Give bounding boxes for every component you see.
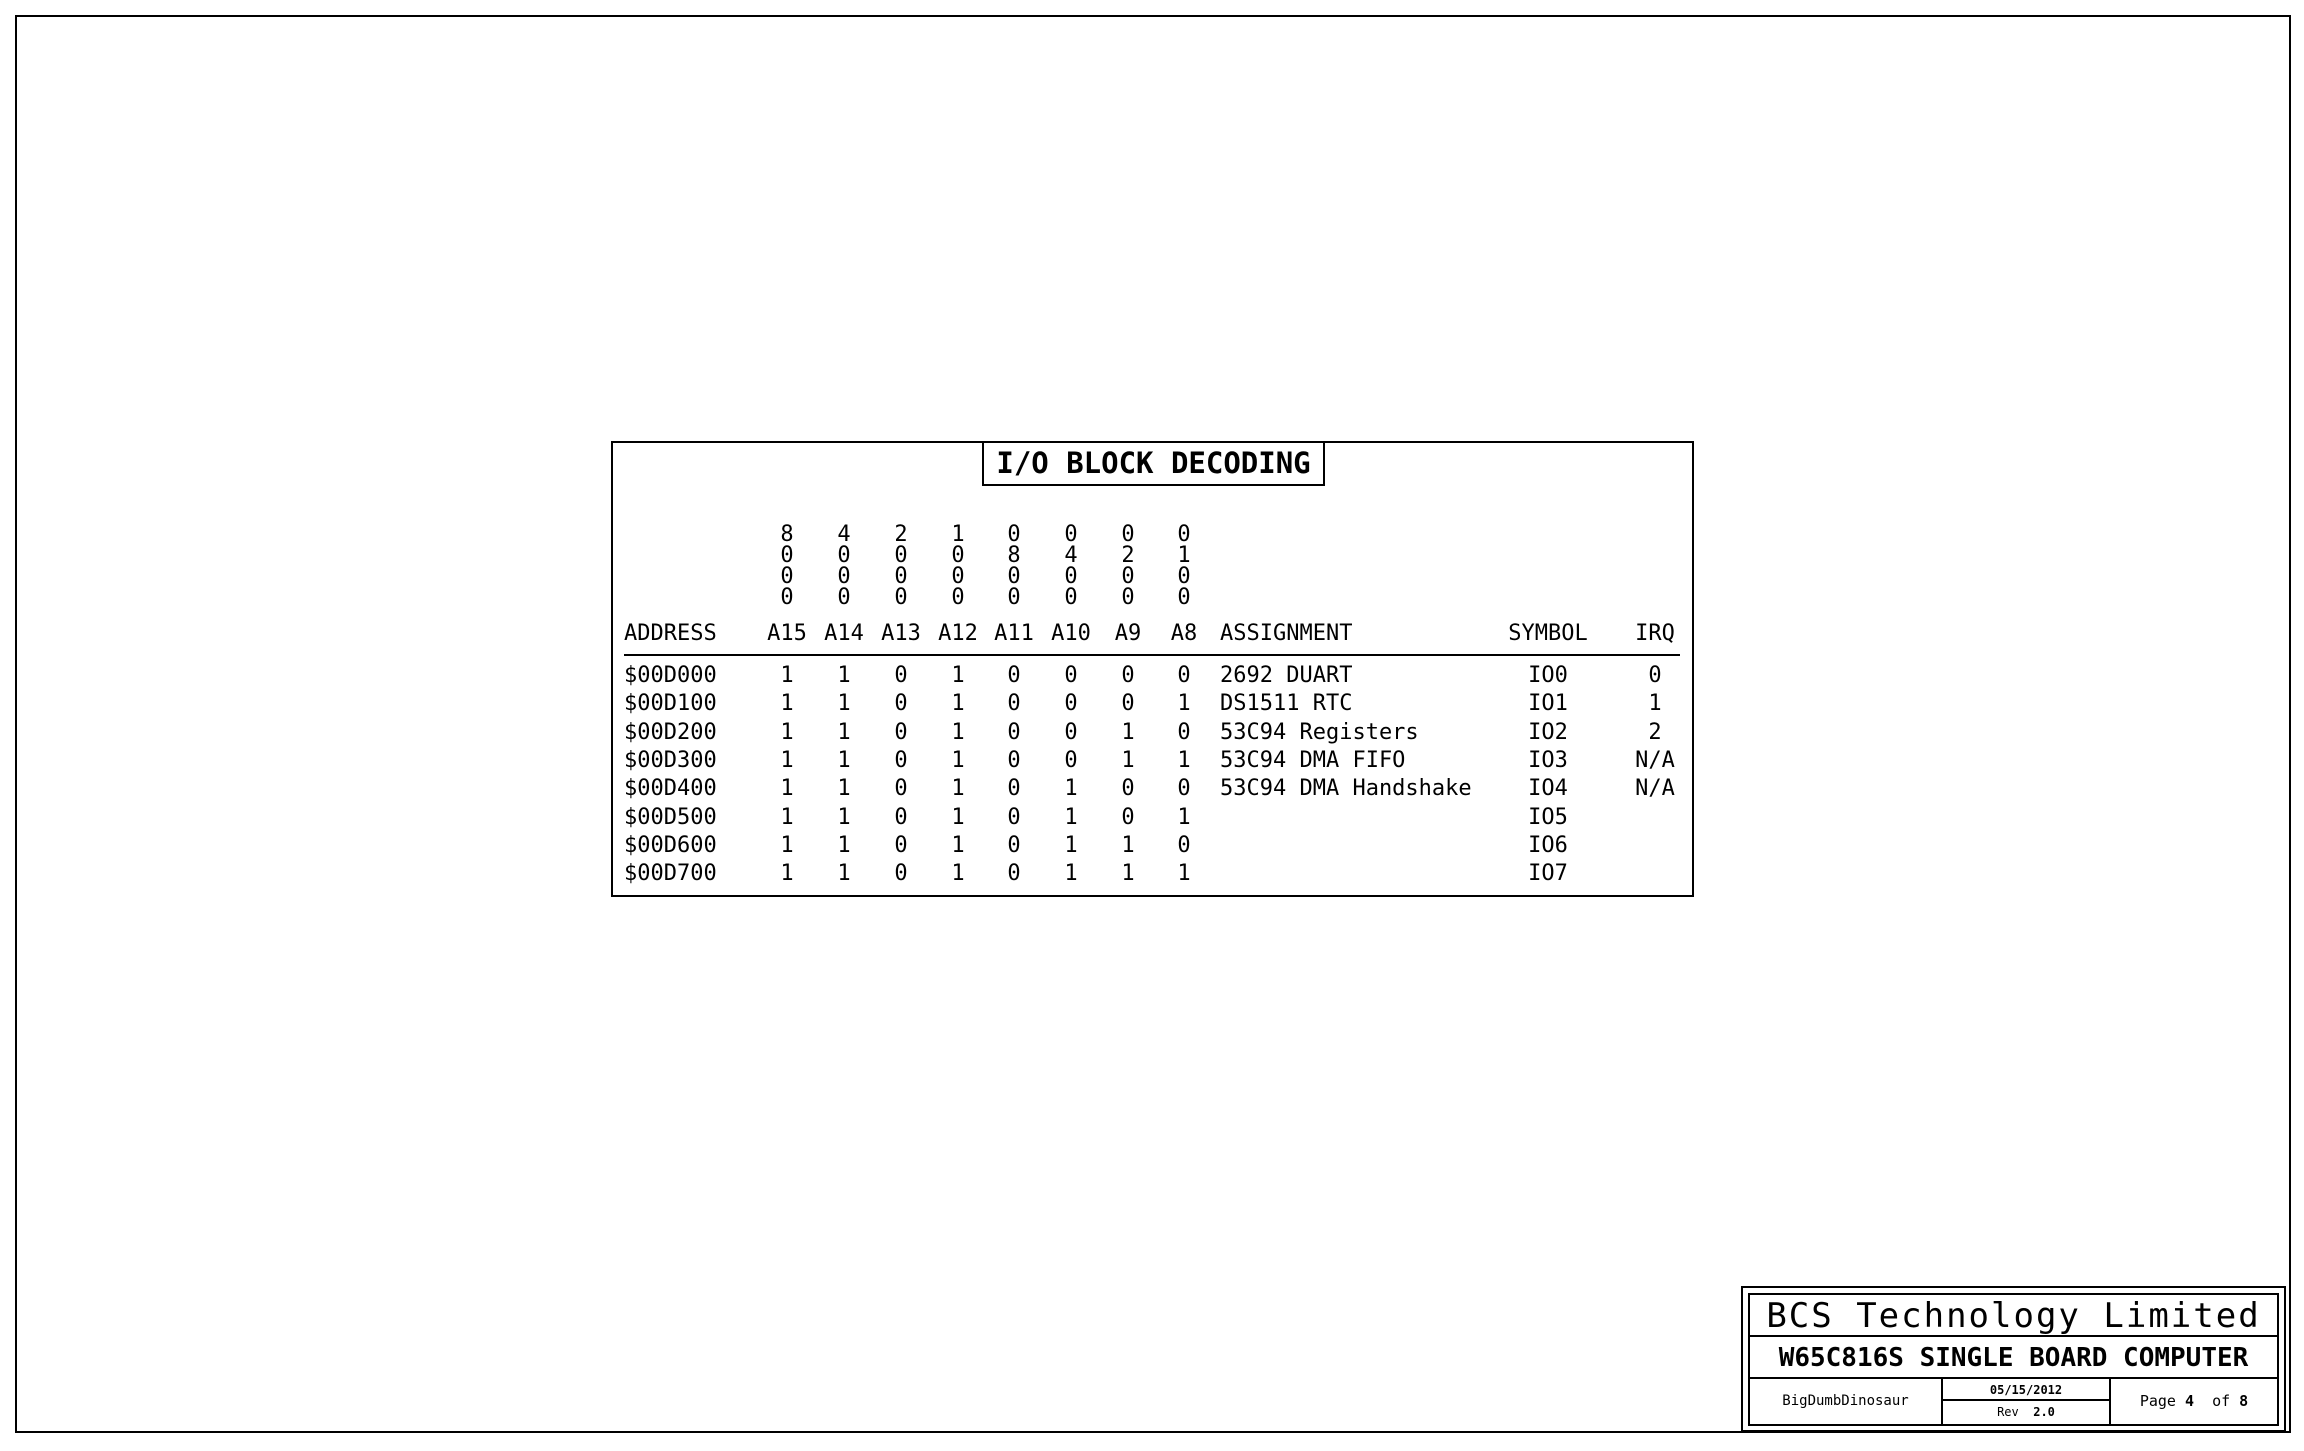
row-assignment: 53C94 DMA Handshake: [1220, 776, 1472, 801]
header-rule: [624, 654, 1680, 656]
row-irq: N/A: [1635, 776, 1675, 801]
row-symbol: IO5: [1528, 805, 1568, 830]
header-irq: IRQ: [1635, 621, 1675, 646]
row-bit: 0: [1007, 720, 1021, 745]
bit-weight-digit: 0: [1007, 564, 1021, 589]
bit-weight-digit: 0: [951, 564, 965, 589]
bit-weight-digit: 8: [780, 522, 794, 547]
row-bit: 1: [780, 720, 794, 745]
row-bit: 1: [951, 691, 965, 716]
row-symbol: IO3: [1528, 748, 1568, 773]
row-assignment: 53C94 Registers: [1220, 720, 1419, 745]
row-bit: 1: [837, 691, 851, 716]
row-symbol: IO4: [1528, 776, 1568, 801]
row-bit: 0: [1121, 663, 1135, 688]
header-bit-a9: A9: [1114, 621, 1142, 646]
row-assignment: DS1511 RTC: [1220, 691, 1353, 716]
bit-weight-digit: 4: [837, 522, 851, 547]
bit-weight-digit: 0: [1007, 585, 1021, 610]
bit-weight-digit: 0: [951, 585, 965, 610]
row-bit: 1: [1064, 861, 1078, 886]
header-symbol: SYMBOL: [1508, 621, 1588, 646]
bit-weight-digit: 0: [1064, 564, 1078, 589]
row-bit: 0: [1121, 805, 1135, 830]
row-bit: 1: [837, 833, 851, 858]
row-bit: 1: [780, 748, 794, 773]
row-bit: 0: [1064, 720, 1078, 745]
bit-weight-digit: 0: [780, 564, 794, 589]
bit-weight-digit: 0: [894, 585, 908, 610]
bit-weight-digit: 0: [837, 543, 851, 568]
bit-weight-digit: 0: [1121, 522, 1135, 547]
bit-weight-digit: 0: [894, 543, 908, 568]
row-bit: 0: [1177, 720, 1191, 745]
row-irq: 0: [1648, 663, 1662, 688]
header-assignment: ASSIGNMENT: [1220, 621, 1353, 646]
bit-weight-digit: 0: [1121, 585, 1135, 610]
row-bit: 0: [1177, 663, 1191, 688]
row-bit: 1: [951, 776, 965, 801]
bit-weight-digit: 8: [1007, 543, 1021, 568]
bit-weight-digit: 0: [1007, 522, 1021, 547]
row-bit: 1: [951, 720, 965, 745]
bit-weight-digit: 2: [894, 522, 908, 547]
revision-label: Rev: [1997, 1405, 2019, 1419]
row-assignment: 2692 DUART: [1220, 663, 1353, 688]
bit-weight-digit: 1: [951, 522, 965, 547]
row-bit: 0: [1007, 691, 1021, 716]
row-bit: 0: [1007, 776, 1021, 801]
row-bit: 0: [1007, 861, 1021, 886]
row-bit: 1: [780, 805, 794, 830]
revision-value: 2.0: [2033, 1405, 2055, 1419]
header-bit-a14: A14: [824, 621, 864, 646]
row-bit: 1: [1177, 748, 1191, 773]
row-address: $00D100: [624, 691, 717, 716]
row-bit: 1: [951, 833, 965, 858]
row-bit: 1: [1177, 861, 1191, 886]
page-total: 8: [2239, 1392, 2249, 1410]
bit-weight-digit: 0: [1177, 522, 1191, 547]
row-bit: 0: [1064, 663, 1078, 688]
row-bit: 1: [1121, 748, 1135, 773]
row-address: $00D700: [624, 861, 717, 886]
bit-weight-digit: 0: [780, 543, 794, 568]
row-bit: 0: [894, 833, 908, 858]
row-bit: 1: [780, 663, 794, 688]
row-symbol: IO2: [1528, 720, 1568, 745]
row-bit: 0: [894, 776, 908, 801]
header-bit-a11: A11: [994, 621, 1034, 646]
bit-weight-digit: 0: [1064, 585, 1078, 610]
drawing-date: 05/15/2012: [1943, 1379, 2111, 1401]
row-bit: 1: [1064, 805, 1078, 830]
header-bit-a8: A8: [1170, 621, 1198, 646]
row-bit: 0: [894, 748, 908, 773]
header-bit-a13: A13: [881, 621, 921, 646]
row-bit: 1: [1064, 776, 1078, 801]
row-bit: 1: [951, 861, 965, 886]
row-bit: 0: [894, 691, 908, 716]
row-bit: 1: [837, 748, 851, 773]
row-bit: 0: [1007, 663, 1021, 688]
revision: [1943, 1401, 2111, 1424]
row-bit: 1: [780, 776, 794, 801]
row-address: $00D500: [624, 805, 717, 830]
row-bit: 0: [1121, 776, 1135, 801]
table-title: I/O BLOCK DECODING: [982, 441, 1325, 486]
bit-weight-digit: 0: [780, 585, 794, 610]
row-bit: 1: [837, 805, 851, 830]
row-bit: 0: [894, 805, 908, 830]
row-bit: 1: [1177, 691, 1191, 716]
header-bit-a12: A12: [938, 621, 978, 646]
bit-weight-digit: 0: [1121, 564, 1135, 589]
row-bit: 0: [1064, 748, 1078, 773]
page-indicator: [2111, 1379, 2277, 1424]
author-name: BigDumbDinosaur: [1750, 1379, 1943, 1424]
row-symbol: IO0: [1528, 663, 1568, 688]
row-address: $00D300: [624, 748, 717, 773]
row-address: $00D600: [624, 833, 717, 858]
bit-weight-digit: 0: [1177, 585, 1191, 610]
row-address: $00D400: [624, 776, 717, 801]
company-name: BCS Technology Limited: [1750, 1295, 2277, 1337]
bit-weight-digit: 2: [1121, 543, 1135, 568]
row-bit: 1: [1121, 833, 1135, 858]
row-bit: 0: [894, 663, 908, 688]
row-symbol: IO7: [1528, 861, 1568, 886]
page-number: 4: [2184, 1392, 2194, 1410]
row-bit: 1: [837, 861, 851, 886]
row-bit: 1: [1064, 833, 1078, 858]
bit-weight-digit: 0: [837, 585, 851, 610]
row-bit: 0: [1007, 833, 1021, 858]
row-bit: 1: [951, 748, 965, 773]
row-address: $00D200: [624, 720, 717, 745]
row-address: $00D000: [624, 663, 717, 688]
header-bit-a10: A10: [1051, 621, 1091, 646]
row-bit: 0: [894, 861, 908, 886]
bit-weight-digit: 1: [1177, 543, 1191, 568]
row-bit: 0: [1121, 691, 1135, 716]
row-bit: 1: [780, 833, 794, 858]
row-bit: 1: [837, 776, 851, 801]
page-label: Page: [2139, 1392, 2176, 1410]
row-bit: 0: [894, 720, 908, 745]
row-bit: 1: [837, 663, 851, 688]
header-address: ADDRESS: [624, 621, 717, 646]
bit-weight-digit: 0: [951, 543, 965, 568]
row-assignment: 53C94 DMA FIFO: [1220, 748, 1406, 773]
row-bit: 1: [780, 861, 794, 886]
row-bit: 0: [1177, 776, 1191, 801]
row-bit: 1: [1177, 805, 1191, 830]
row-bit: 1: [1121, 861, 1135, 886]
bit-weight-digit: 4: [1064, 543, 1078, 568]
row-bit: 0: [1007, 748, 1021, 773]
row-symbol: IO6: [1528, 833, 1568, 858]
bit-weight-digit: 0: [1177, 564, 1191, 589]
product-name: W65C816S SINGLE BOARD COMPUTER: [1750, 1337, 2277, 1379]
bit-weight-digit: 0: [1064, 522, 1078, 547]
row-symbol: IO1: [1528, 691, 1568, 716]
row-bit: 1: [837, 720, 851, 745]
header-bit-a15: A15: [767, 621, 807, 646]
row-bit: 1: [951, 663, 965, 688]
row-irq: N/A: [1635, 748, 1675, 773]
of-label: of: [2212, 1392, 2231, 1410]
row-bit: 0: [1007, 805, 1021, 830]
row-bit: 0: [1177, 833, 1191, 858]
row-bit: 0: [1064, 691, 1078, 716]
bit-weight-digit: 0: [894, 564, 908, 589]
row-irq: 1: [1648, 691, 1662, 716]
row-irq: 2: [1648, 720, 1662, 745]
row-bit: 1: [780, 691, 794, 716]
bit-weight-digit: 0: [837, 564, 851, 589]
row-bit: 1: [1121, 720, 1135, 745]
row-bit: 1: [951, 805, 965, 830]
